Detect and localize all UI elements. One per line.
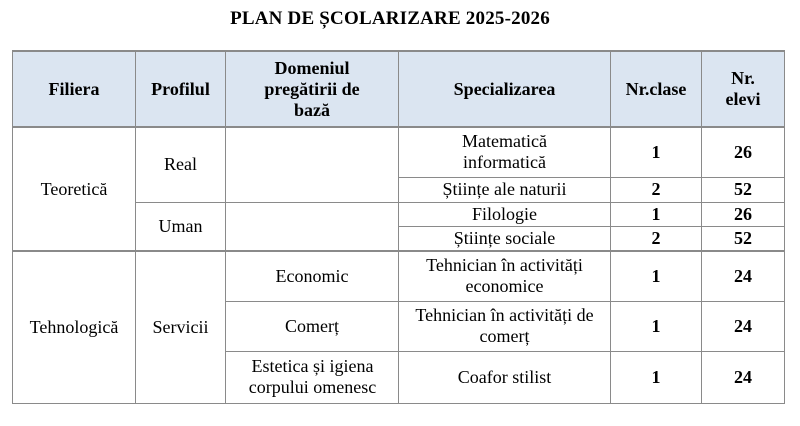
nr-clase-cell: 2	[611, 226, 702, 251]
domeniu-cell: Comerț	[226, 301, 399, 351]
domeniu-cell	[226, 351, 399, 403]
specializare-cell: Științe sociale	[399, 226, 611, 251]
nr-elevi-cell: 24	[702, 301, 785, 351]
nr-elevi-cell: 26	[702, 202, 785, 226]
schooling-plan-table	[12, 50, 785, 404]
header-domeniul-label: Domeniul pregătirii de bază	[264, 57, 360, 120]
header-domeniul	[226, 51, 399, 127]
specializare-label: Tehnician în activități economice	[426, 255, 583, 297]
header-nr-clase: Nr.clase	[611, 51, 702, 127]
page-title: PLAN DE ȘCOLARIZARE 2025-2026	[230, 8, 550, 29]
domeniu-cell: Economic	[226, 251, 399, 301]
specializare-label: Matematică informatică	[462, 131, 547, 173]
header-nr-elevi-label: Nr. elevi	[725, 68, 761, 109]
nr-clase-cell: 1	[611, 251, 702, 301]
nr-clase-cell: 1	[611, 127, 702, 177]
nr-clase-cell: 1	[611, 202, 702, 226]
table-row	[13, 127, 785, 177]
nr-elevi-cell: 24	[702, 351, 785, 403]
filiera-tehnologica: Tehnologică	[13, 251, 136, 403]
header-profilul: Profilul	[136, 51, 226, 127]
nr-elevi-cell: 52	[702, 177, 785, 202]
nr-elevi-cell: 24	[702, 251, 785, 301]
nr-elevi-cell: 26	[702, 127, 785, 177]
nr-elevi-cell: 52	[702, 226, 785, 251]
nr-clase-cell: 2	[611, 177, 702, 202]
specializare-cell: Filologie	[399, 202, 611, 226]
header-specializarea: Specializarea	[399, 51, 611, 127]
profil-uman: Uman	[136, 202, 226, 251]
specializare-cell: Coafor stilist	[399, 351, 611, 403]
domeniu-label: Estetica și igiena corpului omenesc	[248, 356, 377, 397]
nr-clase-cell: 1	[611, 301, 702, 351]
header-row	[13, 51, 785, 127]
specializare-label: Tehnician în activități de comerț	[415, 305, 594, 346]
domeniu-cell	[226, 202, 399, 251]
domeniu-cell	[226, 127, 399, 202]
specializare-cell	[399, 301, 611, 351]
profil-real: Real	[136, 127, 226, 202]
specializare-cell	[399, 251, 611, 301]
specializare-cell: Științe ale naturii	[399, 177, 611, 202]
header-nr-elevi	[702, 51, 785, 127]
header-filiera: Filiera	[13, 51, 136, 127]
filiera-teoretica: Teoretică	[13, 127, 136, 251]
table-row	[13, 251, 785, 301]
specializare-cell	[399, 127, 611, 177]
profil-servicii: Servicii	[136, 251, 226, 403]
nr-clase-cell: 1	[611, 351, 702, 403]
